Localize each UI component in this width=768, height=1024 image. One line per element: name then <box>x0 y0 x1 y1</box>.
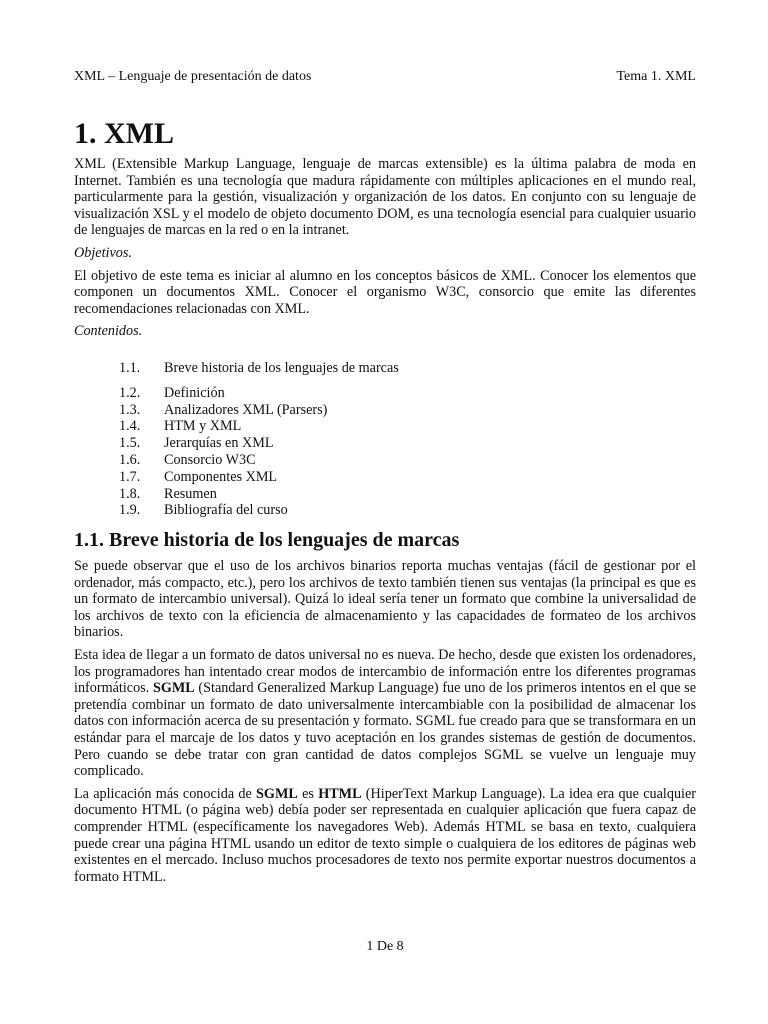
toc-number: 1.2. <box>119 384 141 401</box>
toc-text: Definición <box>164 384 225 401</box>
toc-number: 1.3. <box>119 401 141 418</box>
text-run: (Standard Generalized Markup Language) fue uno de los primeros intentos en el que se pretendía combinar un formato de dato universalmente intercambiable con la posibilidad de almacenar los datos con información acerca de su presentación y formato. SGML fue creado para que se transformara en un estándar para el marcaje de los datos y tuvo aceptación en los grandes sistemas de gestión de documentos. Pero cuando se debe tratar con gran cantidad de datos complejos SGML se vuelve un lenguaje muy complicado. <box>74 680 696 780</box>
intro-paragraph: XML (Extensible Markup Language, lenguaje de marcas extensible) es la última palabra de moda en Internet. También es una tecnología que madura rápidamente con múltiples aplicaciones en el mundo real, particularmente para la gestión, visualización y organización de los datos. En conjunto con su lenguaje de visualización XSL y el modelo de objeto documento DOM, es una tecnología esencial para cualquier usuario de lenguajes de marcas en la red o en la intranet. <box>74 156 696 239</box>
text-run: (HiperText Markup Language). La idea era que cualquier documento HTML (o página web) debía poder ser representada en cualquier aplicación que fuera capaz de comprender HTML (específicamente los navegadores Web). Además HTML se basa en texto, cualquiera puede crear una página HTML usando un editor de texto simple o cualquiera de los editores de páginas web existentes en el mercado. Incluso muchos procesadores de texto nos permite exportar nuestros documentos a formato HTML. <box>74 785 696 885</box>
toc-text: Componentes XML <box>164 468 278 485</box>
section-title: 1.1. Breve historia de los lenguajes de marcas <box>74 529 460 552</box>
page-title: 1. XML <box>74 117 174 150</box>
toc-item <box>74 486 696 503</box>
toc-number: 1.8. <box>119 485 141 502</box>
toc-text: HTM y XML <box>164 418 242 435</box>
bold-term-sgml: SGML <box>152 680 195 697</box>
toc-number: 1.9. <box>119 502 141 519</box>
objetivos-label: Objetivos. <box>74 244 132 261</box>
toc-text: Bibliografía del curso <box>164 502 288 519</box>
toc-text: Analizadores XML (Parsers) <box>164 401 328 418</box>
toc-text: Resumen <box>164 485 217 502</box>
history-paragraph-1: Se puede observar que el uso de los archivos binarios reporta muchas ventajas (fácil de gestionar por el ordenador, más compacto, etc.), pero los archivos de texto también tienen sus ventajas (la principal es que es un formato de intercambio universal). Quizá lo ideal sería tener un formato que combine la universalidad de los archivos de texto con la eficiencia de almacenamiento y las capacidades de formateo de los archivos binarios. <box>74 558 696 641</box>
toc-item <box>74 402 696 419</box>
toc-item <box>74 502 696 519</box>
toc-number: 1.6. <box>119 451 141 468</box>
document-page <box>74 0 696 1024</box>
bold-term-sgml: SGML <box>256 785 298 802</box>
text-run: es <box>297 785 319 802</box>
header-left-text: XML – Lenguaje de presentación de datos <box>74 69 312 84</box>
document-content <box>74 114 696 891</box>
toc-number: 1.5. <box>119 435 141 452</box>
header-right-text: Tema 1. XML <box>616 69 696 84</box>
toc-item <box>74 452 696 469</box>
history-paragraph-3 <box>74 786 696 886</box>
objetivos-paragraph: El objetivo de este tema es iniciar al alumno en los conceptos básicos de XML. Conocer los elementos que componen un documentos XML. Conocer el organismo W3C, consorcio que emite las diferentes recomendaciones relacionadas con XML. <box>74 267 696 317</box>
history-paragraph-2 <box>74 647 696 780</box>
toc-item <box>74 435 696 452</box>
contenidos-label: Contenidos. <box>74 323 143 340</box>
bold-term-html: HTML <box>318 785 362 802</box>
toc-text: Breve historia de los lenguajes de marcas <box>164 359 399 376</box>
toc-number: 1.7. <box>119 468 141 485</box>
toc-number: 1.1. <box>119 359 141 376</box>
text-run: Esta idea de llegar a un formato de datos universal no es nueva. De hecho, desde que existen los ordenadores, los programadores han intentado crear modos de intercambio de información entre los diferentes programas informáticos. <box>74 647 696 697</box>
text-run: La aplicación más conocida de <box>74 785 257 802</box>
toc-text: Jerarquías en XML <box>164 435 274 452</box>
page-number: 1 De 8 <box>366 939 404 954</box>
toc-item <box>74 418 696 435</box>
toc-item <box>74 360 696 377</box>
toc-item <box>74 469 696 486</box>
table-of-contents <box>74 360 696 519</box>
toc-item <box>74 385 696 402</box>
toc-number: 1.4. <box>119 418 141 435</box>
toc-text: Consorcio W3C <box>164 451 256 468</box>
